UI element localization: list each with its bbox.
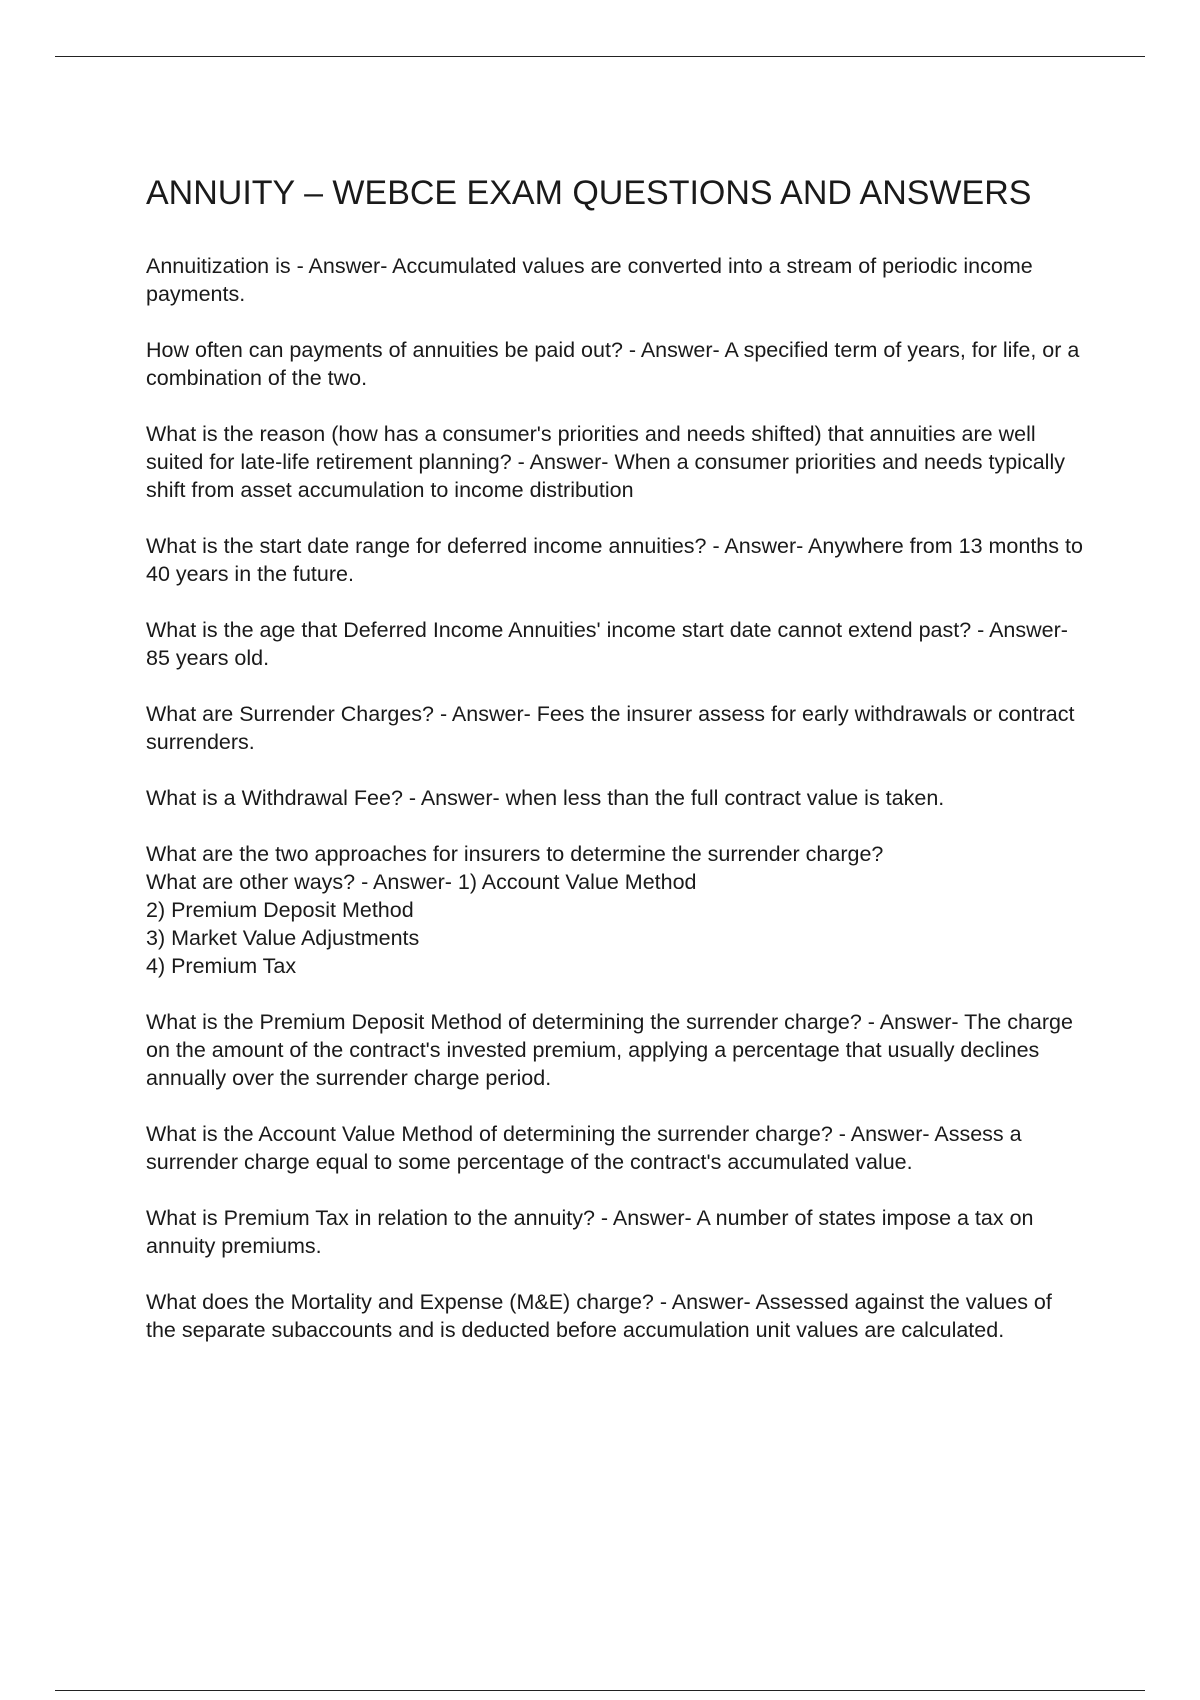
qa-entry: What is the Account Value Method of determining the surrender charge? - Answer- Assess a surrender charge equal to some percentage of the contract's accumulated value. xyxy=(146,1122,1022,1174)
qa-entry: What are the two approaches for insurers to determine the surrender charge? What are other ways? - Answer- 1) Account Value Method 2) Premium Deposit Method 3) Market Value Adjustments 4) Premium Tax xyxy=(146,842,884,978)
bottom-divider xyxy=(55,1690,1145,1691)
qa-entry: What is the reason (how has a consumer's priorities and needs shifted) that annuities are well suited for late-life retirement planning? - Answer- When a consumer priorities and needs typically shift from asset accumulation to income distribution xyxy=(146,422,1065,502)
top-divider xyxy=(55,56,1145,57)
document-title: ANNUITY – WEBCE EXAM QUESTIONS AND ANSWERS xyxy=(146,174,1032,212)
qa-entry: What is the Premium Deposit Method of determining the surrender charge? - Answer- The charge on the amount of the contract's invested premium, applying a percentage that usually declines annually over the surrender charge period. xyxy=(146,1010,1073,1090)
qa-entry: What is Premium Tax in relation to the annuity? - Answer- A number of states impose a tax on annuity premiums. xyxy=(146,1206,1034,1258)
qa-entry: What is the age that Deferred Income Annuities' income start date cannot extend past? - Answer- 85 years old. xyxy=(146,618,1068,670)
document-body xyxy=(146,172,1086,1372)
qa-entry: What does the Mortality and Expense (M&E) charge? - Answer- Assessed against the values of the separate subaccounts and is deducted before accumulation unit values are calculated. xyxy=(146,1290,1052,1342)
qa-entry: What is the start date range for deferred income annuities? - Answer- Anywhere from 13 months to 40 years in the future. xyxy=(146,534,1083,586)
qa-entry: How often can payments of annuities be paid out? - Answer- A specified term of years, for life, or a combination of the two. xyxy=(146,338,1080,390)
qa-entry: Annuitization is - Answer- Accumulated values are converted into a stream of periodic income payments. xyxy=(146,254,1033,306)
qa-entry: What is a Withdrawal Fee? - Answer- when less than the full contract value is taken. xyxy=(146,786,945,810)
qa-entry: What are Surrender Charges? - Answer- Fees the insurer assess for early withdrawals or contract surrenders. xyxy=(146,702,1075,754)
